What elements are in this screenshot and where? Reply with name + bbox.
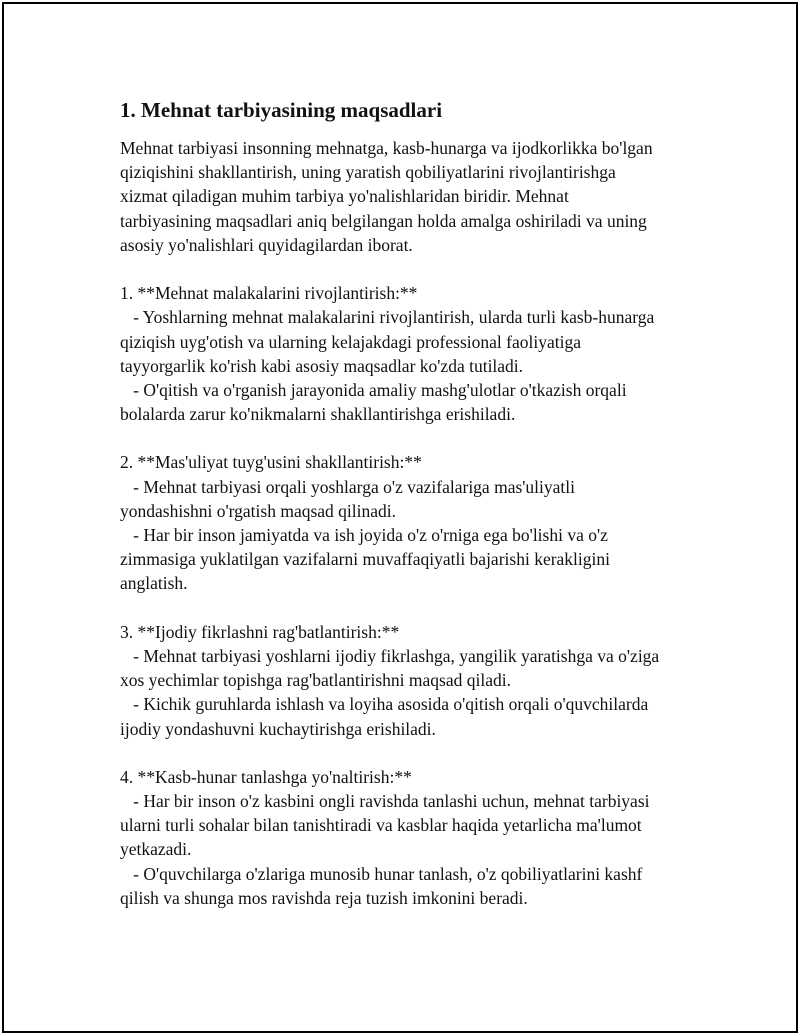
text-line: - O'qitish va o'rganish jarayonida amaliy mashg'ulotlar o'tkazish orqali [120,379,627,400]
blank-line [120,741,700,765]
text-line: 4. **Kasb-hunar tanlashga yo'naltirish:** [120,766,412,787]
blank-line [120,596,700,620]
document-content [120,96,700,910]
text-line: - Har bir inson o'z kasbini ongli ravishda tanlashi uchun, mehnat tarbiyasi [120,791,650,812]
text-line: - Yoshlarning mehnat malakalarini rivojlantirish, ularda turli kasb-hunarga [120,307,655,328]
text-line: - Kichik guruhlarda ishlash va loyiha asosida o'qitish orqali o'quvchilarda [120,694,649,715]
text-line: 2. **Mas'uliyat tuyg'usini shakllantirish:** [120,452,422,473]
blank-line [120,257,700,281]
document-page [2,2,798,1033]
text-line: anglatish. [120,573,188,594]
text-line: ularni turli sohalar bilan tanishtiradi va kasblar haqida yetarlicha ma'lumot [120,815,642,836]
text-line: bolalarda zarur ko'nikmalarni shakllantirishga erishiladi. [120,404,516,425]
text-line: - O'quvchilarga o'zlariga munosib hunar tanlash, o'z qobiliyatlarini kashf [120,863,643,884]
text-line: qilish va shunga mos ravishda reja tuzish imkonini beradi. [120,887,528,908]
text-line: qiziqish uyg'otish va ularning kelajakdagi professional faoliyatiga [120,331,581,352]
text-line: ijodiy yondashuvni kuchaytirishga erishiladi. [120,718,436,739]
text-line: - Mehnat tarbiyasi orqali yoshlarga o'z vazifalariga mas'uliyatli [120,476,575,497]
text-line: zimmasiga yuklatilgan vazifalarni muvaffaqiyatli bajarishi kerakligini [120,549,610,570]
text-line: - Mehnat tarbiyasi yoshlarni ijodiy fikrlashga, yangilik yaratishga va o'ziga [120,645,660,666]
document-title: 1. Mehnat tarbiyasining maqsadlari [120,98,443,122]
text-line: - Har bir inson jamiyatda va ish joyida o'z o'rniga ega bo'lishi va o'z [120,525,608,545]
text-line: asosiy yo'nalishlari quyidagilardan iborat. [120,234,413,255]
text-line: Mehnat tarbiyasi insonning mehnatga, kasb-hunarga va ijodkorlikka bo'lgan [120,138,653,158]
text-line: xos yechimlar topishga rag'batlantirishni maqsad qiladi. [120,670,511,691]
text-line: yetkazadi. [120,839,192,860]
text-line: tarbiyasining maqsadlari aniq belgilangan holda amalga oshiriladi va uning [120,210,647,231]
text-line: tayyorgarlik ko'rish kabi asosiy maqsadlar ko'zda tutiladi. [120,355,524,376]
document-body [120,136,700,910]
text-line: xizmat qiladigan muhim tarbiya yo'nalishlaridan biridir. Mehnat [120,186,569,207]
text-line: 1. **Mehnat malakalarini rivojlantirish:** [120,283,418,304]
text-line: qiziqishini shakllantirish, uning yaratish qobiliyatlarini rivojlantirishga [120,162,616,183]
text-line: 3. **Ijodiy fikrlashni rag'batlantirish:** [120,621,400,642]
blank-line [120,426,700,450]
text-line: yondashishni o'rgatish maqsad qilinadi. [120,500,397,521]
